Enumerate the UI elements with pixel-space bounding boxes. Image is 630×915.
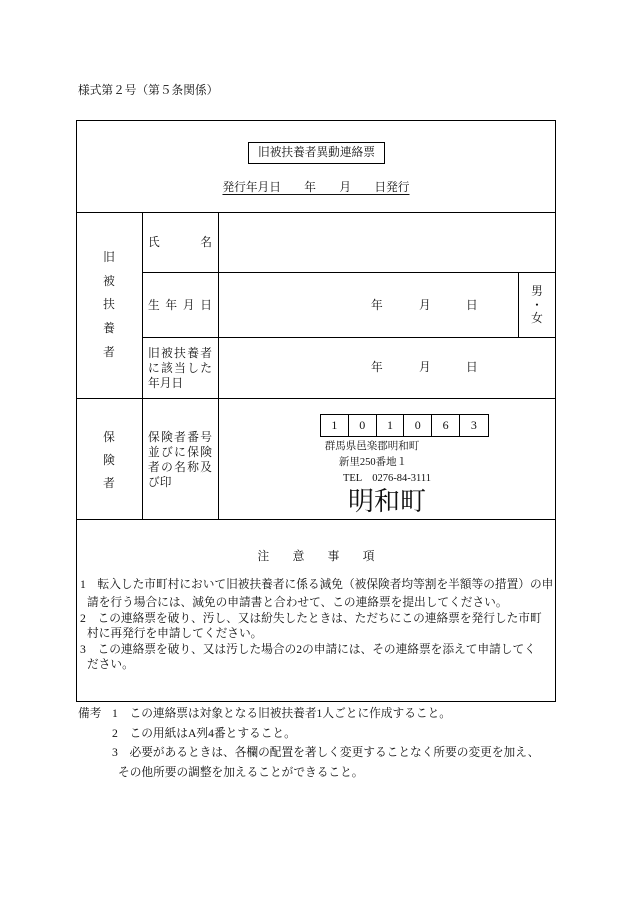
insurer-label-line: 保険者番号 xyxy=(148,430,212,444)
insurer-label-line: び印 xyxy=(148,475,172,489)
qualification-year-unit: 年 xyxy=(371,361,383,374)
insurer-label-line: 並びに保険 xyxy=(148,445,212,459)
qualification-month-unit: 月 xyxy=(419,361,431,374)
birthdate-label: 生 年 月 日 xyxy=(148,299,212,312)
birthdate-day-unit: 日 xyxy=(466,299,478,312)
qualification-label-line: 年月日 xyxy=(148,376,184,390)
insurer-number-digit: 6 xyxy=(432,415,460,436)
divider-dependent-section-bottom xyxy=(76,398,556,399)
insurer-number-digit: 3 xyxy=(470,418,477,432)
insurer-label-cell xyxy=(148,430,212,490)
sex-options: 男・女 xyxy=(531,285,543,325)
insurer-label-line: 者の名称及 xyxy=(148,460,212,474)
divider-section-label-column xyxy=(142,212,143,519)
name-label: 氏 名 xyxy=(148,236,212,249)
note-3-line: 3 この連絡票を破り、又は汚した場合の2の申請には、その連絡票を添えて申請してく xyxy=(80,643,536,656)
former-dependent-section-label: 旧被扶養者 xyxy=(103,251,115,359)
insurer-number-digit: 0 xyxy=(404,415,432,436)
insurer-number-digit: 1 xyxy=(377,415,405,436)
qualification-label-line: 旧被扶養者 xyxy=(148,346,212,360)
divider-birthdate-row-bottom xyxy=(142,337,556,338)
insurer-telephone: TEL 0276-84-3111 xyxy=(342,473,432,484)
divider-field-label-column xyxy=(218,212,219,519)
remarks-label: 備考 xyxy=(78,707,102,720)
qualification-date-label-cell xyxy=(148,346,212,391)
note-1-line: 1 転入した市町村において旧被扶養者に係る減免（被保険者均等割を半額等の措置）の申 xyxy=(80,578,554,591)
divider-insurer-section-bottom xyxy=(76,519,556,520)
note-2-continuation: 村に再発行を申請してください。 xyxy=(87,627,263,640)
qualification-label-line: に該当した xyxy=(148,361,212,375)
note-1-continuation: 請を行う場合には、減免の申請書と合わせて、この連絡票を提出してください。 xyxy=(87,596,508,609)
insurer-address-line-1: 群馬県邑楽郡明和町 xyxy=(324,441,420,452)
insurer-seal-name: 明和町 xyxy=(347,487,426,516)
form-reference: 様式第２号（第５条関係） xyxy=(78,84,219,97)
remark-3-line: 3 必要があるときは、各欄の配置を著しく変更することなく所要の変更を加え、 xyxy=(112,746,540,759)
birthdate-year-unit: 年 xyxy=(371,299,383,312)
remark-3-continuation: その他所要の調整を加えることができること。 xyxy=(118,766,364,779)
insurer-address-line-2: 新里250番地１ xyxy=(338,457,408,468)
issue-date-line: 発行年月日 年 月 日発行 xyxy=(222,181,410,194)
insurer-number-digit: 0 xyxy=(349,415,377,436)
form-title: 旧被扶養者異動連絡票 xyxy=(248,142,385,164)
birthdate-month-unit: 月 xyxy=(419,299,431,312)
note-3-continuation: ださい。 xyxy=(87,658,134,671)
name-label-cell xyxy=(148,235,212,251)
remark-1-line: 1 この連絡票は対象となる旧被扶養者1人ごとに作成すること。 xyxy=(112,707,451,720)
birthdate-label-cell xyxy=(148,298,212,314)
notes-heading: 注 意 事 項 xyxy=(257,550,375,563)
qualification-day-unit: 日 xyxy=(466,361,478,374)
divider-sex-column xyxy=(518,272,519,337)
insurer-number-boxes xyxy=(320,414,489,437)
note-2-line: 2 この連絡票を破り、汚し、又は紛失したときは、ただちにこの連絡票を発行した市町 xyxy=(80,612,542,625)
remark-2-line: 2 この用紙はA列4番とすること。 xyxy=(112,727,296,740)
divider-header-bottom xyxy=(76,212,556,213)
insurer-number-digit: 1 xyxy=(321,415,349,436)
insurer-section-label: 保険者 xyxy=(103,430,115,490)
divider-name-row-bottom xyxy=(142,272,556,273)
